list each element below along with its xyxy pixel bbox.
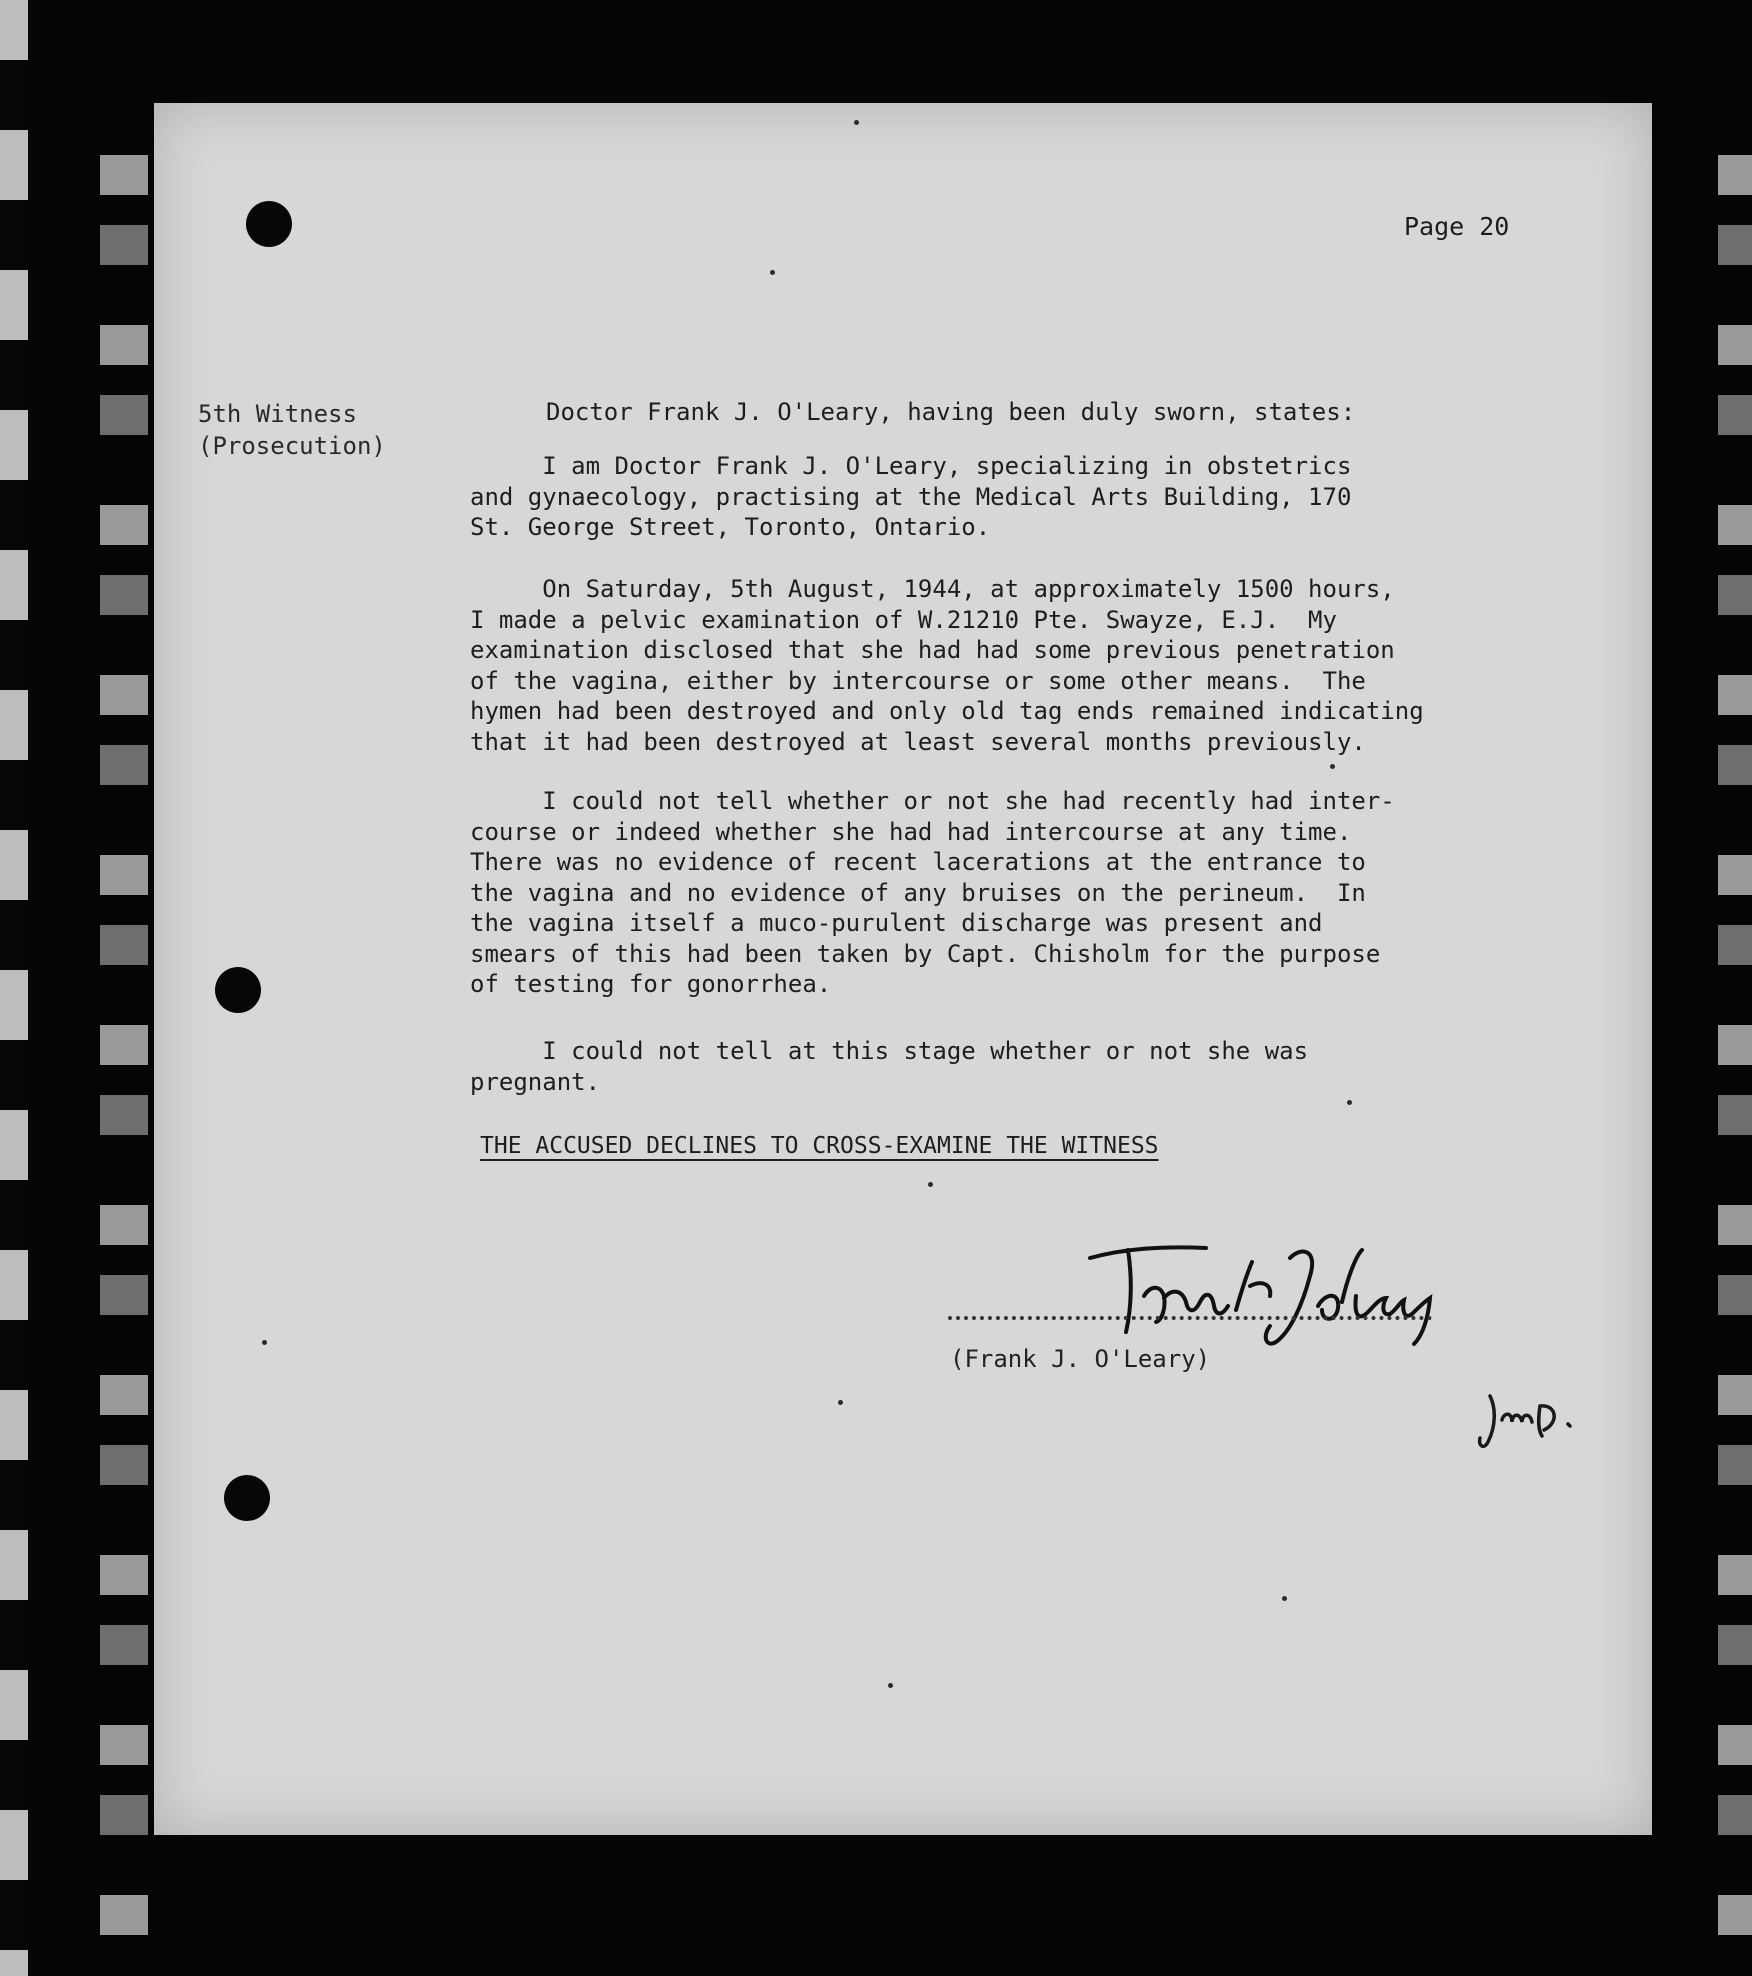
text-line: examination disclosed that she had had some previous penetration [470,636,1395,664]
witness-number: 5th Witness [198,400,357,428]
paragraph-1 [470,451,1520,543]
punch-hole-top [246,201,292,247]
text-line: of testing for gonorrhea. [470,970,832,998]
text-line: On Saturday, 5th August, 1944, at approximately 1500 hours, [470,575,1395,603]
text-line: smears of this had been taken by Capt. Chisholm for the purpose [470,939,1381,968]
text-line: I am Doctor Frank J. O'Leary, specializing in obstetrics [470,452,1352,480]
text-line: course or indeed whether she had had intercourse at any time. [470,817,1352,846]
handwritten-signature [1086,1236,1446,1346]
page-number: Page 20 [1404,212,1510,241]
text-line: I could not tell at this stage whether or not she was [470,1037,1309,1065]
text-line: pregnant. [470,1067,601,1096]
text-line: the vagina itself a muco-purulent discharge was present and [470,909,1323,937]
punch-hole-bottom [224,1475,270,1521]
text-line: that it had been destroyed at least several months previously. [470,727,1366,756]
speck [888,1683,893,1688]
text-line: and gynaecology, practising at the Medical Arts Building, 170 [470,482,1352,511]
declines-statement: THE ACCUSED DECLINES TO CROSS-EXAMINE THE WITNESS [480,1133,1159,1159]
speck [838,1400,843,1405]
text-line: I could not tell whether or not she had recently had inter- [470,787,1395,815]
speck [262,1340,267,1345]
speck [1347,1100,1352,1105]
paragraph-4 [470,1036,1520,1097]
text-line: hymen had been destroyed and only old tag ends remained indicating [470,697,1424,725]
handwritten-initials [1476,1386,1586,1456]
text-line: St. George Street, Toronto, Ontario. [470,513,991,541]
speck [770,270,775,275]
text-line: of the vagina, either by intercourse or some other means. The [470,666,1366,695]
signature-line [948,1316,1432,1320]
film-sprocket-strip-right [1718,0,1752,1976]
punch-hole-middle [215,967,261,1013]
text-line: I made a pelvic examination of W.21210 Pte. Swayze, E.J. My [470,605,1337,634]
paragraph-3 [470,786,1520,1000]
paragraph-2 [470,574,1520,757]
film-edge-left [0,0,28,1976]
witness-margin-note [198,398,386,462]
speck [854,120,859,125]
signatory-name: (Frank J. O'Leary) [950,1345,1211,1373]
text-line: There was no evidence of recent lacerations at the entrance to [470,848,1366,876]
witness-side: (Prosecution) [198,432,386,460]
speck [1282,1596,1287,1601]
text-line: the vagina and no evidence of any bruises on the perineum. In [470,878,1366,907]
speck [1330,764,1335,769]
film-sprocket-strip-left [100,0,148,1976]
statement-heading: Doctor Frank J. O'Leary, having been duly sworn, states: [546,398,1356,426]
speck [928,1182,933,1187]
